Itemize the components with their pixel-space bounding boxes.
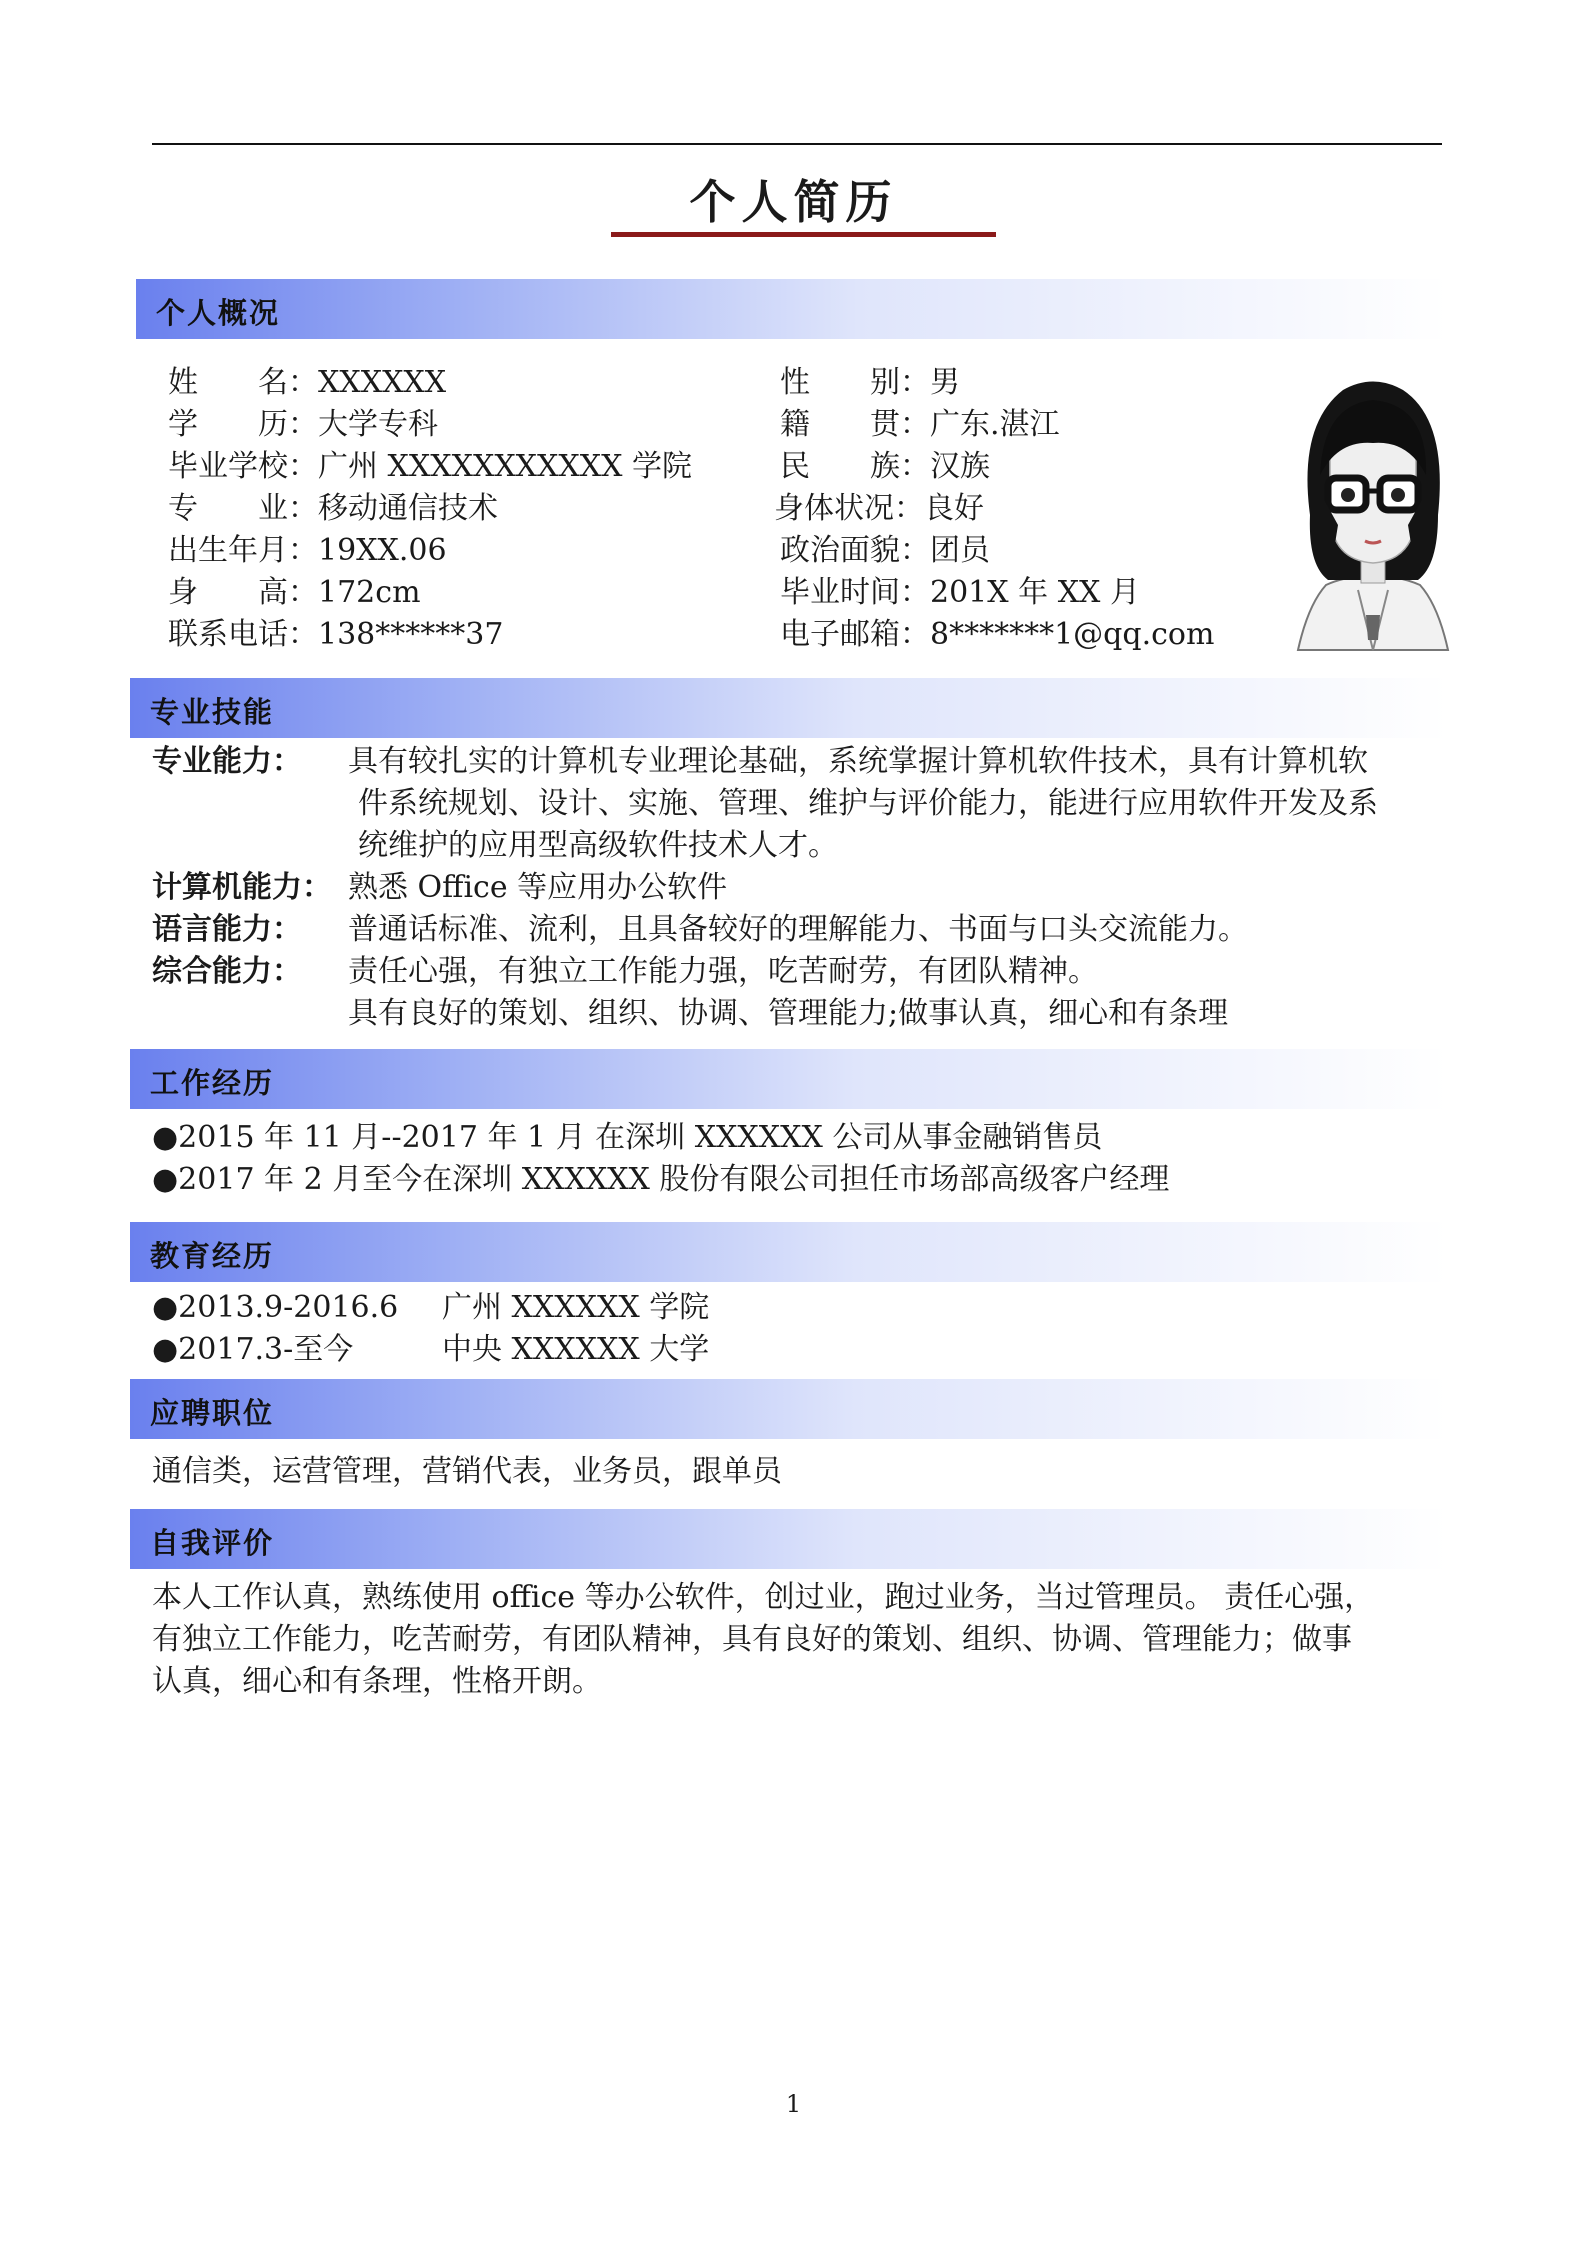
section-header-education	[130, 1222, 1448, 1282]
education-date: ●2013.9-2016.6	[152, 1290, 399, 1325]
profile-value: 8*******1@qq.com	[930, 617, 1215, 652]
profile-label: 电子邮箱：	[780, 617, 930, 652]
profile-value: 良好	[924, 491, 984, 526]
self-eval-line: 本人工作认真，熟练使用 office 等办公软件，创过业，跑过业务，当过管理员。 责任心强，	[152, 1580, 1375, 1615]
profile-value: 团员	[930, 533, 990, 568]
profile-value: 广东.湛江	[930, 407, 1060, 442]
section-header-work	[130, 1049, 1448, 1109]
profile-value: 138******37	[318, 617, 504, 652]
page-title: 个人简历	[689, 175, 898, 229]
skill-text-line: 普通话标准、流利，且具备较好的理解能力、书面与口头交流能力。	[348, 912, 1248, 947]
profile-label: 身 高：	[168, 575, 318, 610]
skill-text-line: 责任心强，有独立工作能力强，吃苦耐劳，有团队精神。	[348, 954, 1098, 989]
avatar	[1288, 365, 1458, 655]
profile-row	[780, 572, 1140, 614]
skill-text-line: 熟悉 Office 等应用办公软件	[348, 870, 728, 905]
profile-row	[168, 614, 503, 656]
page-number: 1	[785, 2090, 802, 2118]
profile-row	[780, 446, 990, 488]
skill-label-computer: 计算机能力：	[152, 870, 332, 905]
profile-row	[168, 530, 447, 572]
skill-text-line: 具有较扎实的计算机专业理论基础，系统掌握计算机软件技术，具有计算机软	[348, 744, 1368, 779]
section-title: 教育经历	[150, 1239, 275, 1273]
profile-label: 出生年月：	[168, 533, 318, 568]
profile-value: 201X 年 XX 月	[930, 575, 1140, 610]
profile-value: 19XX.06	[318, 533, 447, 568]
profile-label: 籍 贯：	[780, 407, 930, 442]
profile-label: 联系电话：	[168, 617, 318, 652]
work-item: ●2017 年 2 月至今在深圳 XXXXXX 股份有限公司担任市场部高级客户经理	[152, 1162, 1170, 1197]
education-school: 中央 XXXXXX 大学	[442, 1332, 710, 1367]
avatar-illustration	[1288, 365, 1458, 655]
skill-label-language: 语言能力：	[152, 912, 302, 947]
skill-text-line: 具有良好的策划、组织、协调、管理能力;做事认真，细心和有条理	[348, 996, 1229, 1031]
profile-value: 移动通信技术	[318, 491, 498, 526]
section-header-skills	[130, 678, 1448, 738]
section-title: 工作经历	[150, 1066, 275, 1100]
title-underline	[611, 232, 996, 237]
skill-text-line: 件系统规划、设计、实施、管理、维护与评价能力，能进行应用软件开发及系	[358, 786, 1378, 821]
skill-text-line: 统维护的应用型高级软件技术人才。	[358, 828, 838, 863]
profile-label: 毕业学校：	[168, 449, 318, 484]
skill-label-general: 综合能力：	[152, 954, 302, 989]
profile-row	[168, 404, 438, 446]
section-title: 个人概况	[156, 296, 281, 330]
section-header-position	[130, 1379, 1448, 1439]
profile-row	[168, 446, 692, 488]
profile-row	[168, 572, 421, 614]
profile-label: 姓 名：	[168, 365, 318, 400]
profile-label: 政治面貌：	[780, 533, 930, 568]
profile-value: 大学专科	[318, 407, 438, 442]
section-title: 自我评价	[150, 1526, 275, 1560]
profile-row	[168, 362, 446, 404]
profile-value: 汉族	[930, 449, 990, 484]
skill-label-professional: 专业能力：	[152, 744, 302, 779]
education-school: 广州 XXXXXX 学院	[442, 1290, 710, 1325]
profile-label: 身体状况：	[774, 491, 924, 526]
profile-label: 学 历：	[168, 407, 318, 442]
section-title: 专业技能	[150, 695, 275, 729]
section-header-profile	[136, 279, 1448, 339]
profile-row	[774, 488, 984, 530]
position-text: 通信类，运营管理，营销代表，业务员，跟单员	[152, 1454, 782, 1489]
profile-label: 民 族：	[780, 449, 930, 484]
profile-label: 毕业时间：	[780, 575, 930, 610]
education-date: ●2017.3-至今	[152, 1332, 354, 1367]
profile-value: 广州 XXXXXXXXXXX 学院	[318, 449, 693, 484]
self-eval-line: 认真，细心和有条理，性格开朗。	[152, 1664, 602, 1699]
profile-row	[780, 404, 1060, 446]
self-eval-line: 有独立工作能力，吃苦耐劳，有团队精神，具有良好的策划、组织、协调、管理能力；做事	[152, 1622, 1352, 1657]
profile-value: XXXXXX	[318, 365, 447, 400]
profile-label: 性 别：	[780, 365, 930, 400]
profile-value: 172cm	[318, 575, 421, 610]
section-title: 应聘职位	[150, 1396, 275, 1430]
section-header-self-evaluation	[130, 1509, 1448, 1569]
profile-row	[168, 488, 498, 530]
profile-row	[780, 362, 960, 404]
work-item: ●2015 年 11 月--2017 年 1 月 在深圳 XXXXXX 公司从事金融销售员	[152, 1120, 1103, 1155]
profile-value: 男	[930, 365, 960, 400]
profile-row	[780, 530, 990, 572]
profile-label: 专 业：	[168, 491, 318, 526]
header-rule	[152, 143, 1442, 145]
profile-row	[780, 614, 1214, 656]
